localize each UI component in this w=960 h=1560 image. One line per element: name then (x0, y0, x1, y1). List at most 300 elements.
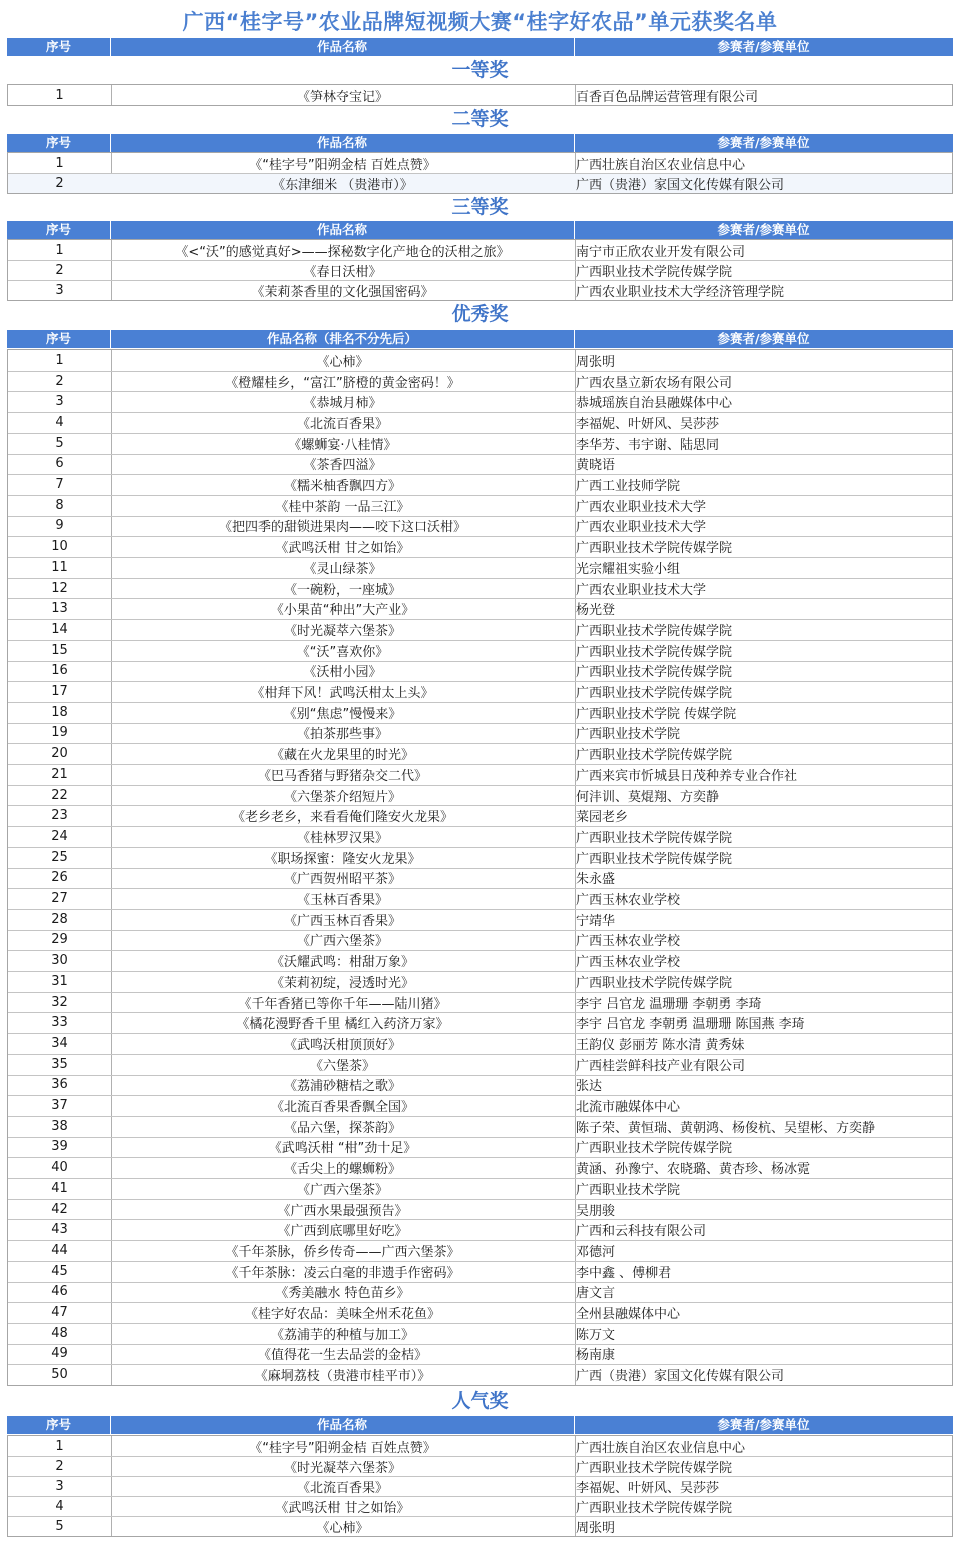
header-work-name: 作品名称 (316, 39, 367, 54)
row-work-name: 《巴马香猪与野猪杂交二代》 (257, 768, 427, 784)
table-row (8, 1302, 952, 1323)
row-seq: 35 (51, 1056, 68, 1072)
row-work-name: 《<“沃”的感觉真好>——探秘数字化产地仓的沃柑之旅》 (175, 244, 510, 260)
table-row (8, 888, 952, 909)
row-seq: 31 (51, 973, 68, 989)
row-divider (8, 1033, 952, 1034)
row-entrant: 广西（贵港）家国文化传媒有限公司 (576, 1369, 785, 1385)
row-work-name: 《藏在火龙果里的时光》 (270, 748, 414, 764)
row-seq: 2 (55, 1458, 64, 1474)
row-seq: 33 (51, 1015, 68, 1031)
row-seq: 13 (51, 601, 68, 617)
row-divider (8, 391, 952, 392)
row-divider (8, 1157, 952, 1158)
row-divider (8, 598, 952, 599)
row-entrant: 广西职业技术学院传媒学院 (576, 623, 733, 639)
row-work-name: 《时光凝萃六堡茶》 (283, 623, 401, 639)
row-seq: 15 (51, 642, 68, 658)
header-entrant: 参赛者/参赛单位 (717, 331, 810, 346)
row-divider (8, 992, 952, 993)
row-entrant: 广西职业技术学院传媒学院 (576, 851, 733, 867)
row-entrant: 李华芳、韦宇谢、陆思同 (576, 437, 720, 453)
row-work-name: 《职场探蜜：隆安火龙果》 (264, 851, 421, 867)
header-entrant: 参赛者/参赛单位 (717, 222, 810, 237)
row-seq: 3 (55, 1478, 64, 1494)
row-entrant: 广西职业技术学院 (576, 1182, 681, 1198)
row-entrant: 广西职业技术学院传媒学院 (576, 644, 733, 660)
table-row (8, 85, 952, 105)
row-work-name: 《广西到底哪里好吃》 (277, 1224, 408, 1240)
table-row (8, 681, 952, 702)
row-work-name: 《“沃”喜欢你》 (296, 644, 389, 660)
row-seq: 48 (51, 1325, 68, 1341)
row-entrant: 广西来宾市忻城县日茂种养专业合作社 (576, 768, 798, 784)
row-entrant: 广西农业职业技术大学 (576, 582, 707, 598)
row-work-name: 《千年茶脉，侨乡传奇——广西六堡茶》 (225, 1244, 460, 1260)
row-work-name: 《笋林夺宝记》 (296, 89, 388, 105)
award-table (7, 84, 953, 106)
row-work-name: 《茶香四溢》 (303, 458, 382, 474)
row-seq: 41 (51, 1180, 68, 1196)
row-work-name: 《柑拜下风！武鸣沃柑太上头》 (251, 686, 434, 702)
row-seq: 34 (51, 1035, 68, 1051)
row-divider (8, 173, 952, 174)
row-work-name: 《广西六堡茶》 (296, 1182, 388, 1198)
row-divider (8, 723, 952, 724)
table-row (8, 598, 952, 619)
row-seq: 28 (51, 911, 68, 927)
table-row (8, 785, 952, 806)
row-work-name: 《千年茶脉：凌云白毫的非遗手作密码》 (225, 1265, 460, 1281)
table-header (7, 221, 953, 239)
row-divider (8, 826, 952, 827)
row-divider (8, 950, 952, 951)
row-seq: 45 (51, 1263, 68, 1279)
row-work-name: 《螺蛳宴·八桂情》 (288, 437, 397, 453)
row-entrant: 广西农业职业技术大学 (576, 520, 707, 536)
row-entrant: 王韵仪 彭丽芳 陈水清 黄秀妹 (576, 1037, 745, 1053)
table-row (8, 1157, 952, 1178)
table-header (7, 330, 953, 348)
row-entrant: 陈万文 (576, 1327, 616, 1343)
row-work-name: 《广西贺州昭平茶》 (283, 872, 401, 888)
row-work-name: 《茉莉初绽，浸透时光》 (270, 975, 414, 991)
row-work-name: 《北流百香果香飘全国》 (270, 1100, 414, 1116)
row-work-name: 《武鸣沃柑 “柑”劲十足》 (268, 1141, 417, 1157)
header-work-name: 作品名称 (316, 1417, 367, 1432)
row-seq: 30 (51, 953, 68, 969)
header-divider (110, 1416, 111, 1434)
row-seq: 9 (55, 518, 64, 534)
row-entrant: 唐文言 (576, 1286, 616, 1302)
row-divider (8, 1075, 952, 1076)
row-seq: 29 (51, 932, 68, 948)
row-seq: 2 (55, 373, 64, 389)
row-divider (8, 1178, 952, 1179)
row-seq: 1 (55, 155, 64, 171)
row-entrant: 广西工业技师学院 (576, 479, 681, 495)
table-row (8, 474, 952, 495)
row-work-name: 《值得花一生去品尝的金桔》 (257, 1348, 427, 1364)
row-entrant: 李宇 吕官龙 温珊珊 李朝勇 李琦 (576, 996, 762, 1012)
row-divider (8, 1302, 952, 1303)
row-seq: 7 (55, 477, 64, 493)
row-divider (8, 1496, 952, 1497)
table-row (8, 495, 952, 516)
row-entrant: 广西职业技术学院传媒学院 (576, 748, 733, 764)
row-divider (8, 1344, 952, 1345)
row-divider (8, 1364, 952, 1365)
row-divider (8, 1116, 952, 1117)
row-seq: 24 (51, 828, 68, 844)
row-work-name: 《武鸣沃柑顶顶好》 (283, 1037, 401, 1053)
row-divider (8, 971, 952, 972)
header-work-name: 作品名称 (316, 222, 367, 237)
row-divider (8, 495, 952, 496)
row-seq: 47 (51, 1305, 68, 1321)
table-row (8, 516, 952, 537)
row-divider (8, 661, 952, 662)
row-seq: 23 (51, 808, 68, 824)
row-entrant: 广西玉林农业学校 (576, 955, 681, 971)
row-seq: 22 (51, 787, 68, 803)
row-seq: 6 (55, 456, 64, 472)
row-divider (8, 785, 952, 786)
row-divider (8, 578, 952, 579)
table-row (8, 1012, 952, 1033)
table-row (8, 280, 952, 300)
row-divider (8, 1137, 952, 1138)
table-row (8, 971, 952, 992)
table-row (8, 1199, 952, 1220)
row-seq: 27 (51, 891, 68, 907)
table-row (8, 1364, 952, 1385)
header-divider (574, 1416, 575, 1434)
table-row (8, 1178, 952, 1199)
table-row (8, 1095, 952, 1116)
table-header (7, 38, 953, 56)
row-seq: 3 (55, 282, 64, 298)
row-divider (8, 805, 952, 806)
table-row (8, 702, 952, 723)
row-entrant: 全州县融媒体中心 (576, 1307, 681, 1323)
header-entrant: 参赛者/参赛单位 (717, 39, 810, 54)
row-entrant: 黄涵、孙豫宁、农晓璐、黄杏珍、杨冰霓 (576, 1162, 811, 1178)
row-divider (8, 1261, 952, 1262)
row-entrant: 朱永盛 (576, 872, 616, 888)
row-seq: 19 (51, 725, 68, 741)
row-entrant: 广西农业职业技术大学经济管理学院 (576, 284, 785, 300)
row-divider (8, 1054, 952, 1055)
row-seq: 25 (51, 849, 68, 865)
row-seq: 3 (55, 394, 64, 410)
row-entrant: 邓德河 (576, 1244, 616, 1260)
row-divider (8, 764, 952, 765)
table-row (8, 1075, 952, 1096)
row-divider (8, 1456, 952, 1457)
row-work-name: 《沃柑小园》 (303, 665, 382, 681)
row-work-name: 《“桂字号”阳朔金桔 百姓点赞》 (249, 157, 436, 173)
header-seq: 序号 (45, 135, 71, 150)
row-entrant: 百香百色品牌运营管理有限公司 (576, 89, 759, 105)
section-title: 人气奖 (451, 1390, 509, 1412)
row-work-name: 《北流百香果》 (296, 1480, 388, 1496)
row-work-name: 《橘花漫野香千里 橘红入药济万家》 (236, 1017, 449, 1033)
row-entrant: 宁靖华 (576, 913, 616, 929)
row-divider (8, 1476, 952, 1477)
table-row (8, 433, 952, 454)
row-entrant: 何沣训、莫焜翔、方奕静 (576, 789, 720, 805)
row-seq: 39 (51, 1139, 68, 1155)
row-entrant: 杨光登 (576, 603, 616, 619)
row-seq: 1 (55, 352, 64, 368)
row-seq: 38 (51, 1118, 68, 1134)
table-row (8, 1476, 952, 1496)
row-divider (8, 260, 952, 261)
row-divider (8, 1219, 952, 1220)
row-seq: 5 (55, 1518, 64, 1534)
table-row (8, 640, 952, 661)
row-work-name: 《拍茶那些事》 (296, 727, 388, 743)
row-work-name: 《心柿》 (316, 1520, 369, 1536)
row-work-name: 《桂中茶韵 一品三江》 (275, 499, 410, 515)
header-divider (110, 330, 111, 348)
row-entrant: 陈子荣、黄恒瑞、黄朝鸿、杨俊杭、吴望彬、方奕静 (576, 1120, 876, 1136)
row-divider (8, 1095, 952, 1096)
row-entrant: 广西农业职业技术大学 (576, 499, 707, 515)
row-work-name: 《武鸣沃柑 甘之如饴》 (275, 541, 410, 557)
table-row (8, 930, 952, 951)
row-entrant: 李福妮、叶妍风、吴莎莎 (576, 1480, 720, 1496)
row-divider (8, 1323, 952, 1324)
row-entrant: 周张明 (576, 354, 616, 370)
row-work-name: 《茉莉茶香里的文化强国密码》 (251, 284, 434, 300)
table-row (8, 1033, 952, 1054)
section-title: 优秀奖 (451, 303, 509, 325)
row-entrant: 广西（贵港）家国文化传媒有限公司 (576, 177, 785, 193)
row-work-name: 《广西水果最强预告》 (277, 1203, 408, 1219)
row-divider (8, 1240, 952, 1241)
row-work-name: 《荔浦砂糖桔之歌》 (283, 1079, 401, 1095)
row-seq: 44 (51, 1242, 68, 1258)
table-row (8, 371, 952, 392)
row-work-name: 《麻垌荔枝（贵港市桂平市）》 (254, 1369, 431, 1385)
table-row (8, 1219, 952, 1240)
row-work-name: 《沃耀武鸣：柑甜万象》 (270, 955, 414, 971)
row-entrant: 广西职业技术学院 传媒学院 (576, 706, 737, 722)
row-work-name: 《品六堡，探茶韵》 (283, 1120, 401, 1136)
row-entrant: 广西职业技术学院传媒学院 (576, 1141, 733, 1157)
row-work-name: 《六堡茶》 (309, 1058, 375, 1074)
row-work-name: 《北流百香果》 (296, 416, 388, 432)
row-seq: 14 (51, 621, 68, 637)
row-divider (8, 412, 952, 413)
row-entrant: 广西职业技术学院传媒学院 (576, 665, 733, 681)
table-row (8, 412, 952, 433)
table-row (8, 1344, 952, 1365)
table-row (8, 1261, 952, 1282)
row-divider (8, 681, 952, 682)
row-entrant: 菜园老乡 (576, 810, 629, 826)
table-header (7, 1416, 953, 1434)
row-work-name: 《春日沃柑》 (303, 264, 382, 280)
row-work-name: 《“桂字号”阳朔金桔 百姓点赞》 (249, 1440, 436, 1456)
row-seq: 36 (51, 1077, 68, 1093)
row-entrant: 广西职业技术学院传媒学院 (576, 541, 733, 557)
table-row (8, 153, 952, 173)
row-seq: 10 (51, 539, 68, 555)
row-work-name: 《小果苗“种出”大产业》 (270, 603, 415, 619)
row-seq: 16 (51, 663, 68, 679)
row-entrant: 广西职业技术学院传媒学院 (576, 264, 733, 280)
table-row (8, 260, 952, 280)
table-row (8, 1054, 952, 1075)
table-row (8, 992, 952, 1013)
row-seq: 8 (55, 497, 64, 513)
row-seq: 46 (51, 1284, 68, 1300)
award-table (7, 239, 953, 301)
header-entrant: 参赛者/参赛单位 (717, 1417, 810, 1432)
header-work-name: 作品名称（排名不分先后） (266, 331, 417, 346)
table-row (8, 1137, 952, 1158)
row-work-name: 《糯米柚香飘四方》 (283, 479, 401, 495)
row-work-name: 《老乡老乡，来看看俺们隆安火龙果》 (231, 810, 453, 826)
row-entrant: 李中鑫 、傅柳君 (576, 1265, 672, 1281)
row-divider (8, 930, 952, 931)
row-divider (8, 619, 952, 620)
row-divider (8, 557, 952, 558)
row-seq: 11 (51, 559, 68, 575)
row-seq: 12 (51, 580, 68, 596)
row-entrant: 广西职业技术学院传媒学院 (576, 830, 733, 846)
row-seq: 49 (51, 1346, 68, 1362)
table-row (8, 1323, 952, 1344)
table-row (8, 764, 952, 785)
header-divider (110, 38, 111, 56)
table-row (8, 350, 952, 371)
row-seq: 37 (51, 1098, 68, 1114)
row-entrant: 北流市融媒体中心 (576, 1100, 681, 1116)
row-seq: 4 (55, 414, 64, 430)
row-work-name: 《六堡茶介绍短片》 (283, 789, 401, 805)
row-work-name: 《舌尖上的螺蛳粉》 (283, 1162, 401, 1178)
row-seq: 26 (51, 870, 68, 886)
header-divider (574, 221, 575, 239)
award-table (7, 152, 953, 194)
header-seq: 序号 (45, 331, 71, 346)
row-work-name: 《心柿》 (316, 354, 369, 370)
row-divider (8, 1199, 952, 1200)
row-divider (8, 516, 952, 517)
row-divider (8, 474, 952, 475)
table-row (8, 173, 952, 193)
row-divider (8, 702, 952, 703)
header-seq: 序号 (45, 222, 71, 237)
row-seq: 43 (51, 1222, 68, 1238)
row-entrant: 吴朋骏 (576, 1203, 616, 1219)
row-entrant: 广西职业技术学院传媒学院 (576, 1500, 733, 1516)
row-divider (8, 1012, 952, 1013)
row-seq: 5 (55, 435, 64, 451)
row-entrant: 李宇 吕官龙 李朝勇 温珊珊 陈国燕 李琦 (576, 1017, 805, 1033)
table-row (8, 723, 952, 744)
header-seq: 序号 (45, 39, 71, 54)
row-entrant: 张达 (576, 1079, 603, 1095)
table-row (8, 826, 952, 847)
section-title: 二等奖 (451, 108, 509, 130)
row-work-name: 《灵山绿茶》 (303, 561, 382, 577)
table-row (8, 578, 952, 599)
page-title: 广西“桂字号”农业品牌短视频大赛“桂字好农品”单元获奖名单 (182, 10, 778, 34)
table-row (8, 743, 952, 764)
table-row (8, 619, 952, 640)
row-entrant: 广西职业技术学院传媒学院 (576, 1460, 733, 1476)
header-divider (110, 221, 111, 239)
row-divider (8, 909, 952, 910)
header-divider (574, 38, 575, 56)
row-divider (8, 280, 952, 281)
header-entrant: 参赛者/参赛单位 (717, 135, 810, 150)
section-title: 一等奖 (451, 59, 509, 81)
header-divider (574, 134, 575, 152)
table-row (8, 909, 952, 930)
header-divider (110, 134, 111, 152)
row-seq: 4 (55, 1498, 64, 1514)
header-seq: 序号 (45, 1417, 71, 1432)
row-seq: 21 (51, 766, 68, 782)
table-row (8, 454, 952, 475)
table-row (8, 1436, 952, 1456)
row-work-name: 《广西六堡茶》 (296, 934, 388, 950)
table-row (8, 1496, 952, 1516)
row-seq: 40 (51, 1160, 68, 1176)
row-entrant: 周张明 (576, 1520, 616, 1536)
row-work-name: 《荔浦芋的种植与加工》 (270, 1327, 414, 1343)
table-row (8, 536, 952, 557)
table-row (8, 661, 952, 682)
row-work-name: 《时光凝萃六堡茶》 (283, 1460, 401, 1476)
row-entrant: 广西职业技术学院 (576, 727, 681, 743)
table-row (8, 1456, 952, 1476)
table-row (8, 1116, 952, 1137)
row-seq: 1 (55, 242, 64, 258)
row-divider (8, 1516, 952, 1517)
row-work-name: 《桂字好农品：美味全州禾花鱼》 (244, 1307, 440, 1323)
header-work-name: 作品名称 (316, 135, 367, 150)
row-entrant: 广西玉林农业学校 (576, 934, 681, 950)
table-row (8, 557, 952, 578)
row-work-name: 《橙耀桂乡，“富江”脐橙的黄金密码！》 (225, 375, 460, 391)
row-entrant: 广西桂尝鲜科技产业有限公司 (576, 1058, 746, 1074)
row-seq: 1 (55, 1438, 64, 1454)
table-row (8, 391, 952, 412)
row-work-name: 《千年香猪已等你千年——陆川猪》 (238, 996, 447, 1012)
table-row (8, 1240, 952, 1261)
table-row (8, 847, 952, 868)
row-entrant: 广西壮族自治区农业信息中心 (576, 1440, 746, 1456)
row-divider (8, 888, 952, 889)
row-divider (8, 371, 952, 372)
table-row (8, 1516, 952, 1536)
row-work-name: 《玉林百香果》 (296, 893, 388, 909)
row-work-name: 《别“焦虑”慢慢来》 (283, 706, 402, 722)
row-work-name: 《一碗粉，一座城》 (283, 582, 401, 598)
row-entrant: 广西农垦立新农场有限公司 (576, 375, 733, 391)
row-work-name: 《广西玉林百香果》 (283, 913, 401, 929)
row-entrant: 广西壮族自治区农业信息中心 (576, 157, 746, 173)
row-divider (8, 743, 952, 744)
row-seq: 18 (51, 704, 68, 720)
